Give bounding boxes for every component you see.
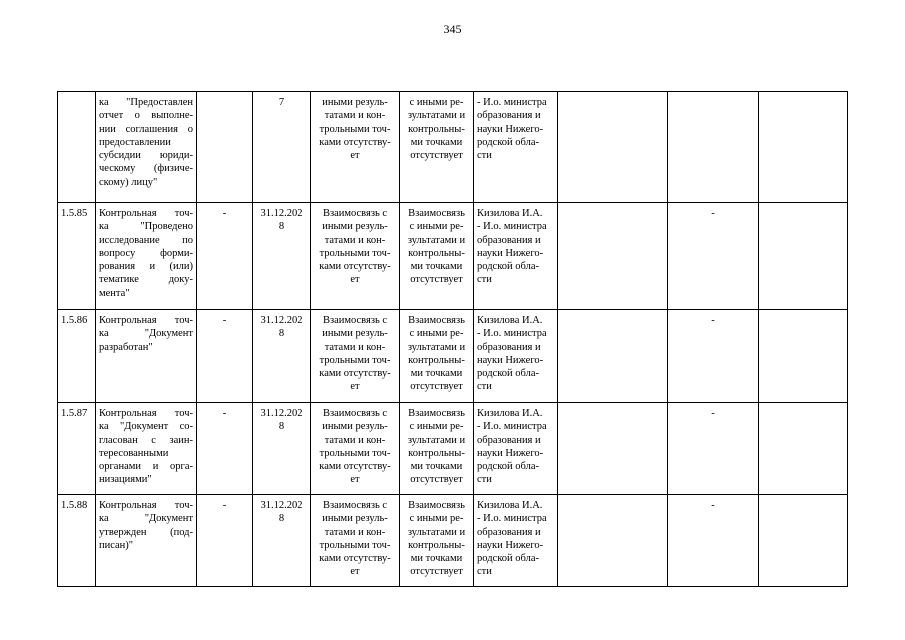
- row-number-cell: 1.5.87: [58, 403, 96, 495]
- control-point-name-line: низациями": [99, 474, 152, 486]
- control-point-name-line: Контрольная точ-: [99, 500, 193, 511]
- control-point-name-line: писан)": [99, 539, 134, 551]
- control-point-name-cell: [96, 92, 197, 203]
- control-point-name-line: Контрольная точ-: [99, 408, 193, 419]
- responsible-cell: Кизилова И.А. - И.о. министра образования и науки Нижего- родской обла- сти: [474, 403, 558, 495]
- relation-points-cell: Взаимосвязь с иными ре- зультатами и контрольны- ми точками отсутствует: [400, 403, 474, 495]
- start-date-cell: -: [197, 203, 253, 310]
- end-date-cell: 31.12.202 8: [253, 403, 311, 495]
- row-number-cell: 1.5.88: [58, 495, 96, 587]
- control-point-name-cell: [96, 495, 197, 587]
- empty-cell: [558, 495, 668, 587]
- relation-results-cell: Взаимосвязь с иными резуль- татами и кон- трольными точ- ками отсутству- ет: [311, 495, 400, 587]
- empty-cell: [558, 92, 668, 203]
- status-cell: -: [668, 403, 759, 495]
- control-point-name-line: субсидии юриди-: [99, 150, 193, 162]
- control-point-name-line: органами и орга-: [99, 461, 193, 473]
- relation-points-cell: Взаимосвязь с иными ре- зультатами и контрольны- ми точками отсутствует: [400, 310, 474, 403]
- control-point-name-line: утвержден (под-: [99, 526, 193, 538]
- row-number-cell: 1.5.86: [58, 310, 96, 403]
- control-point-name-line: рования и (или): [99, 261, 193, 273]
- page-number: 345: [443, 22, 462, 36]
- empty-cell: [759, 495, 848, 587]
- control-point-name-cell: [96, 203, 197, 310]
- relation-results-cell: Взаимосвязь с иными резуль- татами и кон- трольными точ- ками отсутству- ет: [311, 203, 400, 310]
- responsible-cell: - И.о. министра образования и науки Нижего- родской обла- сти: [474, 92, 558, 203]
- status-cell: -: [668, 495, 759, 587]
- empty-cell: [558, 203, 668, 310]
- control-point-name-line: ка "Документ со-: [99, 421, 193, 433]
- control-point-name-line: мента": [99, 287, 130, 299]
- control-point-name-cell: [96, 403, 197, 495]
- control-point-name-line: предоставлении: [99, 136, 171, 148]
- control-point-name-line: ка "Проведено: [99, 221, 193, 233]
- empty-cell: [759, 92, 848, 203]
- control-point-name-line: ка "Предоставлен: [99, 97, 193, 108]
- relation-results-cell: Взаимосвязь с иными резуль- татами и кон- трольными точ- ками отсутству- ет: [311, 403, 400, 495]
- table-row: [58, 310, 848, 403]
- start-date-cell: -: [197, 310, 253, 403]
- control-point-name-line: отчет о выполне-: [99, 110, 193, 122]
- start-date-cell: -: [197, 495, 253, 587]
- responsible-cell: Кизилова И.А. - И.о. министра образования и науки Нижего- родской обла- сти: [474, 310, 558, 403]
- end-date-cell: 31.12.202 8: [253, 310, 311, 403]
- relation-results-cell: Взаимосвязь с иными резуль- татами и кон- трольными точ- ками отсутству- ет: [311, 310, 400, 403]
- end-date-cell: 31.12.202 8: [253, 203, 311, 310]
- status-cell: -: [668, 310, 759, 403]
- table-row: [58, 92, 848, 203]
- relation-points-cell: с иными ре- зультатами и контрольны- ми точками отсутствует: [400, 92, 474, 203]
- control-point-name-line: тересованными: [99, 447, 169, 459]
- control-point-name-cell: [96, 310, 197, 403]
- control-point-name-line: исследование по: [99, 234, 193, 246]
- control-point-name-line: Контрольная точ-: [99, 315, 193, 326]
- end-date-cell: 31.12.202 8: [253, 495, 311, 587]
- empty-cell: [558, 403, 668, 495]
- table-row: [58, 495, 848, 587]
- responsible-cell: Кизилова И.А. - И.о. министра образования и науки Нижего- родской обла- сти: [474, 495, 558, 587]
- control-point-name-line: гласован с заин-: [99, 434, 193, 446]
- start-date-cell: -: [197, 403, 253, 495]
- control-point-name-line: разработан": [99, 341, 153, 353]
- start-date-cell: [197, 92, 253, 203]
- control-point-name-line: ка "Документ: [99, 328, 193, 340]
- control-point-name-line: нии соглашения о: [99, 123, 193, 135]
- control-point-name-line: ческому (физиче-: [99, 163, 193, 175]
- table-row: [58, 203, 848, 310]
- control-point-name-line: скому) лицу": [99, 176, 158, 188]
- control-point-name-line: тематике доку-: [99, 274, 193, 286]
- relation-points-cell: Взаимосвязь с иными ре- зультатами и контрольны- ми точками отсутствует: [400, 495, 474, 587]
- empty-cell: [759, 310, 848, 403]
- responsible-cell: Кизилова И.А. - И.о. министра образования и науки Нижего- родской обла- сти: [474, 203, 558, 310]
- table-body: [58, 92, 848, 587]
- control-point-name-line: Контрольная точ-: [99, 208, 193, 219]
- row-number-cell: [58, 92, 96, 203]
- status-cell: [668, 92, 759, 203]
- relation-results-cell: иными резуль- татами и кон- трольными точ- ками отсутству- ет: [311, 92, 400, 203]
- end-date-cell: 7: [253, 92, 311, 203]
- table-row: [58, 403, 848, 495]
- control-points-table: [57, 91, 848, 587]
- control-point-name-line: ка "Документ: [99, 513, 193, 525]
- status-cell: -: [668, 203, 759, 310]
- empty-cell: [558, 310, 668, 403]
- relation-points-cell: Взаимосвязь с иными ре- зультатами и контрольны- ми точками отсутствует: [400, 203, 474, 310]
- row-number-cell: 1.5.85: [58, 203, 96, 310]
- empty-cell: [759, 203, 848, 310]
- control-point-name-line: вопросу форми-: [99, 247, 193, 259]
- empty-cell: [759, 403, 848, 495]
